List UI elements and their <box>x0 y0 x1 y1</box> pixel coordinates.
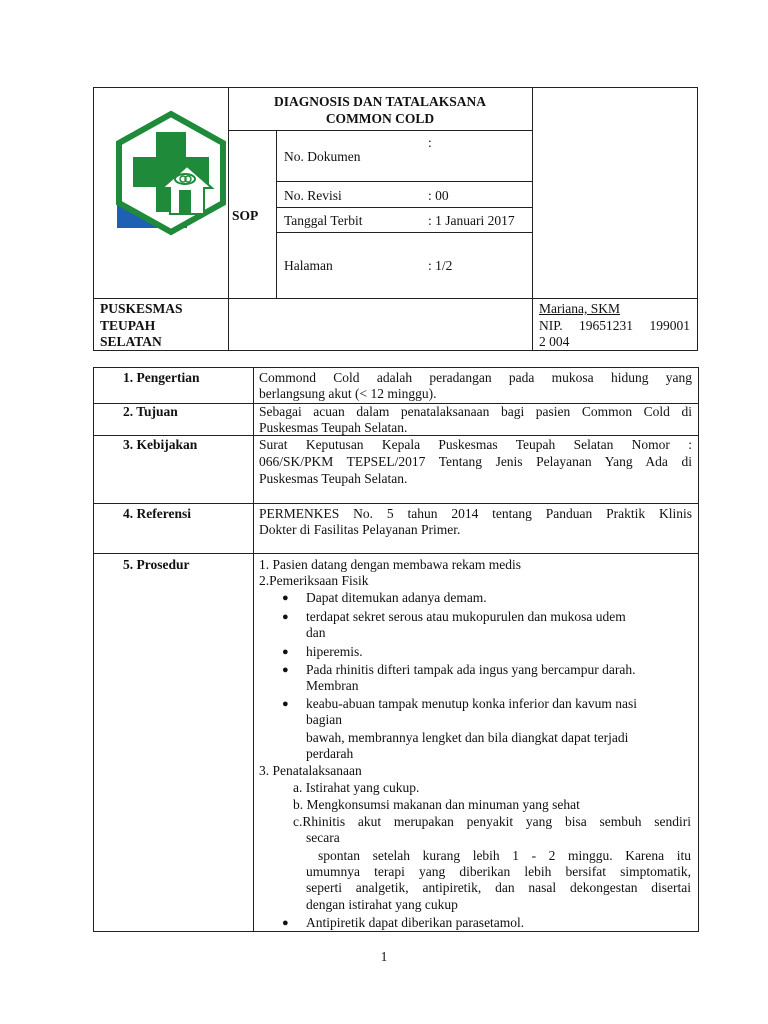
doc-title-line2: COMMON COLD <box>325 111 435 126</box>
meta-value-dokumen: : <box>428 135 432 150</box>
section-label-prosedur: 5. Prosedur <box>123 557 190 572</box>
prosedur-bullet-5d: perdarah <box>306 746 354 761</box>
tujuan-line1: Sebagai acuan dalam penatalaksanaan bagi pasien Common Cold di <box>259 404 692 419</box>
prosedur-step-1: 1. Pasien datang dengan membawa rekam medis <box>259 557 522 572</box>
section-label-tujuan: 2. Tujuan <box>123 404 178 419</box>
org-name-line1: PUSKESMAS <box>100 301 183 316</box>
signer-name: Mariana, SKM <box>539 301 620 316</box>
org-name-line2: TEUPAH <box>100 318 156 333</box>
prosedur-bullet-4a: Pada rhinitis difteri tampak ada ingus yang bercampur darah. <box>306 662 636 677</box>
prosedur-bullet-5a: keabu-abuan tampak menutup konka inferior dan kavum nasi <box>306 696 638 711</box>
prosedur-item-c6: dengan istirahat yang cukup <box>306 897 458 912</box>
prosedur-item-c2: secara <box>306 830 340 845</box>
prosedur-bullet-1: Dapat ditemukan adanya demam. <box>306 590 487 605</box>
prosedur-bullet-5c: bawah, membrannya lengket dan bila diangkat dapat terjadi <box>306 730 629 745</box>
prosedur-bullet-6: Antipiretik dapat diberikan parasetamol. <box>306 915 525 930</box>
bullet-icon: ● <box>282 611 289 623</box>
prosedur-item-b: b. Mengkonsumsi makanan dan minuman yang sehat <box>293 797 580 812</box>
meta-value-tanggal: : 1 Januari 2017 <box>428 213 515 228</box>
prosedur-step-2: 2.Pemeriksaan Fisik <box>259 573 369 588</box>
prosedur-step-3: 3. Penatalaksanaan <box>259 763 362 778</box>
kebijakan-line3: Puskesmas Teupah Selatan. <box>259 471 408 486</box>
meta-label-halaman: Halaman <box>284 258 333 273</box>
bullet-icon: ● <box>282 698 289 710</box>
section-label-pengertian: 1. Pengertian <box>123 370 200 385</box>
section-label-referensi: 4. Referensi <box>123 506 191 521</box>
kebijakan-line2: 066/SK/PKM TEPSEL/2017 Tentang Jenis Pelayanan Yang Ada di <box>259 454 692 469</box>
sop-label: SOP <box>232 208 259 223</box>
prosedur-bullet-4b: Membran <box>306 678 359 693</box>
bullet-icon: ● <box>282 917 289 929</box>
prosedur-bullet-5b: bagian <box>306 712 342 727</box>
bullet-icon: ● <box>282 592 289 604</box>
meta-value-revisi: : 00 <box>428 188 449 203</box>
prosedur-item-c1: c.Rhinitis akut merupakan penyakit yang bisa sembuh sendiri <box>293 814 691 829</box>
pengertian-line2: berlangsung akut (< 12 minggu). <box>259 386 437 401</box>
referensi-line2: Dokter di Fasilitas Pelayanan Primer. <box>259 522 461 537</box>
signer-nip-line2: 2 004 <box>539 334 570 349</box>
prosedur-item-a: a. Istirahat yang cukup. <box>293 780 420 795</box>
signer-nip-line1: NIP. 19651231 199001 <box>539 318 690 333</box>
prosedur-item-c5: seperti analgetik, antipiretik, dan nasal dekongestan disertai <box>306 880 691 895</box>
prosedur-bullet-3: hiperemis. <box>306 644 363 659</box>
tujuan-line2: Puskesmas Teupah Selatan. <box>259 420 408 435</box>
meta-value-halaman: : 1/2 <box>428 258 453 273</box>
page-number: 1 <box>380 949 388 964</box>
section-label-kebijakan: 3. Kebijakan <box>123 437 198 452</box>
org-name-line3: SELATAN <box>100 334 162 349</box>
prosedur-bullet-2b: dan <box>306 625 326 640</box>
doc-title-line1: DIAGNOSIS DAN TATALAKSANA <box>273 94 487 109</box>
prosedur-item-c3: spontan setelah kurang lebih 1 - 2 minggu. Karena itu <box>318 848 691 863</box>
meta-label-tanggal: Tanggal Terbit <box>284 213 363 228</box>
bullet-icon: ● <box>282 646 289 658</box>
referensi-line1: PERMENKES No. 5 tahun 2014 tentang Panduan Praktik Klinis <box>259 506 692 521</box>
pengertian-line1: Commond Cold adalah peradangan pada mukosa hidung yang <box>259 370 692 385</box>
kebijakan-line1: Surat Keputusan Kepala Puskesmas Teupah Selatan Nomor : <box>259 437 692 452</box>
meta-label-revisi: No. Revisi <box>284 188 342 203</box>
meta-label-dokumen: No. Dokumen <box>284 149 361 164</box>
bullet-icon: ● <box>282 664 289 676</box>
prosedur-item-c4: umumnya terapi yang diberikan lebih bersifat simptomatik, <box>306 864 691 879</box>
puskesmas-logo <box>112 110 230 236</box>
prosedur-bullet-2a: terdapat sekret serous atau mukopurulen dan mukosa udem <box>306 609 626 624</box>
